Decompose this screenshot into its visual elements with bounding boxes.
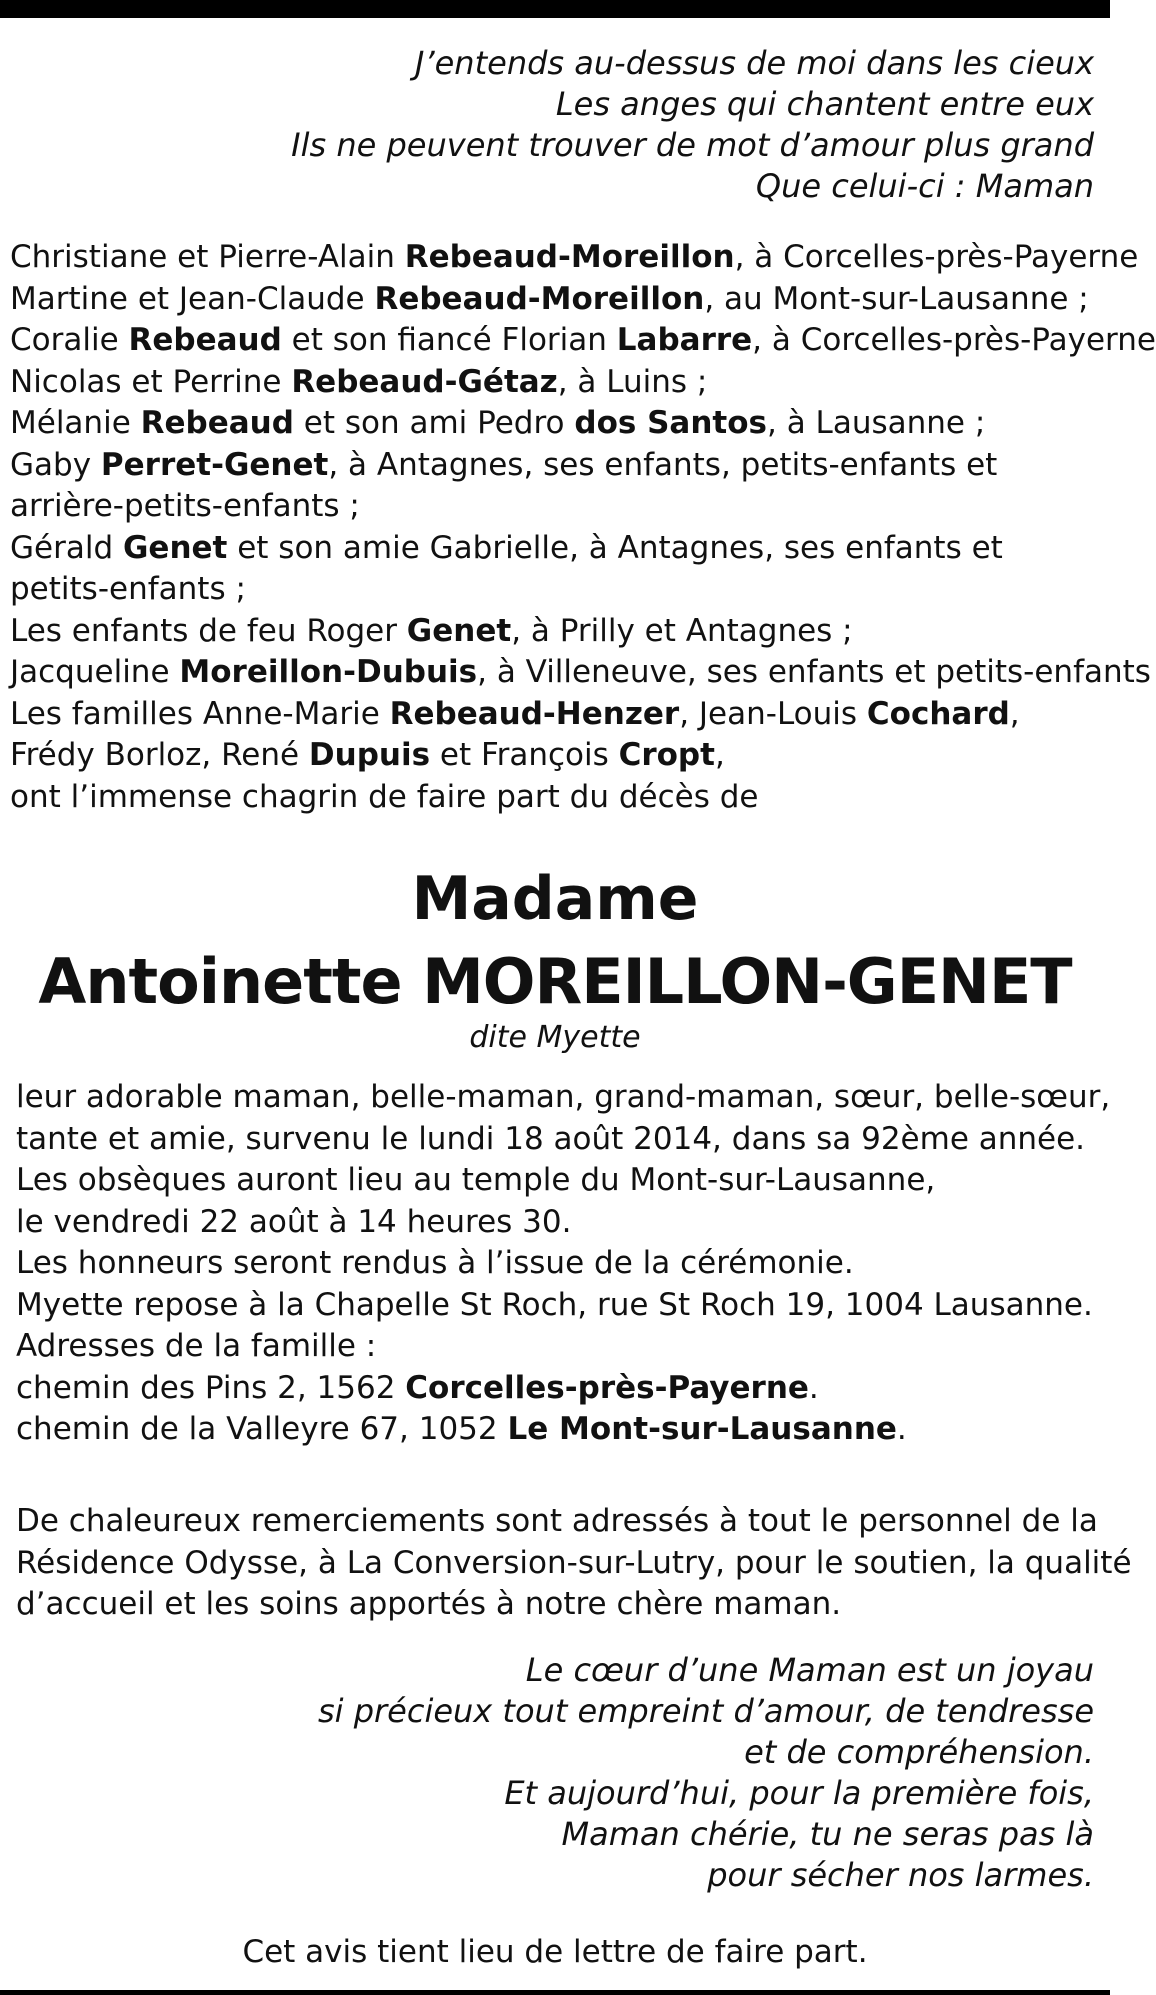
bottom-border-rule	[0, 1990, 1110, 1995]
surname: Rebeaud	[140, 405, 294, 441]
text-segment: le vendredi 22 août à 14 heures 30.	[16, 1203, 572, 1240]
surname: Genet	[122, 529, 228, 566]
text-segment: , au Mont-sur-Lausanne ;	[704, 280, 1089, 317]
family-line	[10, 362, 1156, 404]
family-line	[10, 320, 1156, 362]
text-segment: Martine et Jean-Claude	[10, 280, 375, 317]
surname: Corcelles-près-Payerne	[405, 1369, 809, 1406]
text-segment: ,	[714, 737, 725, 773]
text-segment: Mélanie	[10, 405, 141, 441]
text-segment: Gérald	[10, 529, 123, 566]
thanks-paragraph	[16, 1501, 1132, 1626]
poem-line: Maman chérie, tu ne seras pas là	[561, 1815, 1094, 1853]
text-segment: leur adorable maman, belle-maman, grand-maman, sœur, belle-sœur,	[16, 1079, 1111, 1115]
poem-line: Que celui-ci : Maman	[755, 167, 1094, 205]
family-line	[10, 237, 1156, 279]
surname: dos Santos	[574, 405, 767, 441]
surname: Le Mont-sur-Lausanne	[507, 1411, 897, 1447]
detail-line	[16, 1119, 1110, 1161]
text-segment: , à Antagnes, ses enfants, petits-enfants et	[328, 446, 998, 483]
poem-line: J’entends au-dessus de moi dans les cieux	[415, 44, 1094, 82]
text-segment: et François	[430, 737, 619, 773]
surname: Rebeaud-Gétaz	[291, 363, 558, 400]
text-segment: , Jean-Louis	[679, 695, 867, 732]
family-line	[10, 735, 1156, 777]
detail-line	[16, 1160, 1110, 1202]
text-segment: chemin des Pins 2, 1562	[16, 1369, 406, 1406]
family-line	[10, 569, 1156, 611]
opening-poem	[291, 43, 1094, 207]
detail-line	[16, 1326, 1110, 1368]
surname: Labarre	[616, 322, 753, 358]
surname: Rebeaud-Moreillon	[374, 280, 705, 317]
detail-line	[16, 1202, 1110, 1244]
surname: Dupuis	[308, 737, 431, 773]
surname: Rebeaud	[128, 322, 282, 358]
text-segment: Myette repose à la Chapelle St Roch, rue St Roch 19, 1004 Lausanne.	[16, 1286, 1093, 1323]
text-segment: , à Corcelles-près-Payerne	[734, 239, 1139, 275]
thanks-line	[16, 1543, 1132, 1585]
text-segment: , à Prilly et Antagnes ;	[511, 612, 853, 649]
text-segment: , à Luins ;	[557, 363, 708, 400]
text-segment: chemin de la Valleyre 67, 1052	[16, 1411, 508, 1447]
text-segment: Les enfants de feu Roger	[10, 612, 407, 649]
text-segment: Nicolas et Perrine	[10, 363, 292, 400]
surname: Cochard	[866, 695, 1010, 732]
detail-line	[16, 1368, 1110, 1410]
poem-line: et de compréhension.	[744, 1733, 1094, 1771]
family-line	[10, 611, 1156, 653]
poem-line: Le cœur d’une Maman est un joyau	[525, 1651, 1094, 1689]
text-segment: , à Corcelles-près-Payerne	[752, 322, 1156, 358]
text-segment: petits-enfants ;	[10, 571, 246, 607]
text-segment: Christiane et Pierre-Alain	[10, 239, 405, 275]
family-line	[10, 528, 1156, 570]
text-segment: .	[808, 1369, 819, 1406]
family-line	[10, 694, 1156, 736]
deceased-name: Antoinette MOREILLON-GENET	[38, 945, 1072, 1018]
surname: Cropt	[618, 737, 715, 773]
family-list	[10, 237, 1156, 818]
text-segment: Gaby	[10, 446, 101, 483]
closing-poem	[318, 1650, 1094, 1896]
text-segment: Résidence Odysse, à La Conversion-sur-Lutry, pour le soutien, la qualité	[16, 1544, 1132, 1581]
poem-line: Les anges qui chantent entre eux	[555, 85, 1094, 123]
text-segment: ,	[1009, 695, 1020, 732]
deceased-alias: dite Myette	[469, 1020, 641, 1055]
poem-line: Ils ne peuvent trouver de mot d’amour plus grand	[291, 126, 1094, 164]
text-segment: d’accueil et les soins apportés à notre chère maman.	[16, 1586, 842, 1622]
text-segment: tante et amie, survenu le lundi 18 août 2014, dans sa 92ème année.	[16, 1120, 1086, 1157]
deceased-honorific: Madame	[411, 864, 699, 934]
text-segment: De chaleureux remerciements sont adressés à tout le personnel de la	[16, 1503, 1098, 1539]
text-segment: arrière-petits-enfants ;	[10, 488, 360, 524]
text-segment: Frédy Borloz, René	[10, 737, 309, 773]
family-line	[10, 652, 1156, 694]
text-segment: et son amie Gabrielle, à Antagnes, ses enfants et	[227, 529, 1003, 566]
detail-line	[16, 1243, 1110, 1285]
surname: Rebeaud-Henzer	[389, 695, 680, 732]
detail-line	[16, 1077, 1110, 1119]
family-line	[10, 279, 1156, 321]
surname: Perret-Genet	[100, 446, 329, 483]
text-segment: et son ami Pedro	[293, 405, 575, 441]
family-line	[10, 777, 1156, 819]
announcement-details	[16, 1077, 1110, 1451]
text-segment: et son fiancé Florian	[281, 322, 617, 358]
poem-line: Et aujourd’hui, pour la première fois,	[504, 1774, 1094, 1812]
text-segment: Les honneurs seront rendus à l’issue de la cérémonie.	[16, 1245, 854, 1281]
text-segment: Adresses de la famille :	[16, 1328, 377, 1364]
text-segment: .	[896, 1411, 907, 1447]
surname: Moreillon-Dubuis	[179, 654, 478, 690]
text-segment: Coralie	[10, 322, 129, 358]
surname: Rebeaud-Moreillon	[404, 239, 735, 275]
text-segment: , à Lausanne ;	[767, 405, 986, 441]
closing-note: Cet avis tient lieu de lettre de faire part.	[242, 1934, 868, 1970]
detail-line	[16, 1409, 1110, 1451]
detail-line	[16, 1285, 1110, 1327]
poem-line: pour sécher nos larmes.	[707, 1856, 1094, 1894]
thanks-line	[16, 1584, 1132, 1626]
family-line	[10, 486, 1156, 528]
family-line	[10, 445, 1156, 487]
text-segment: , à Villeneuve, ses enfants et petits-enfants	[477, 654, 1151, 690]
thanks-line	[16, 1501, 1132, 1543]
poem-line: si précieux tout empreint d’amour, de tendresse	[317, 1692, 1094, 1730]
text-segment: Les obsèques auront lieu au temple du Mont-sur-Lausanne,	[16, 1162, 936, 1198]
family-line	[10, 403, 1156, 445]
text-segment: Les familles Anne-Marie	[10, 695, 390, 732]
surname: Genet	[406, 612, 512, 649]
text-segment: ont l’immense chagrin de faire part du décès de	[10, 778, 759, 815]
text-segment: Jacqueline	[10, 654, 180, 690]
top-border-rule	[0, 0, 1110, 18]
